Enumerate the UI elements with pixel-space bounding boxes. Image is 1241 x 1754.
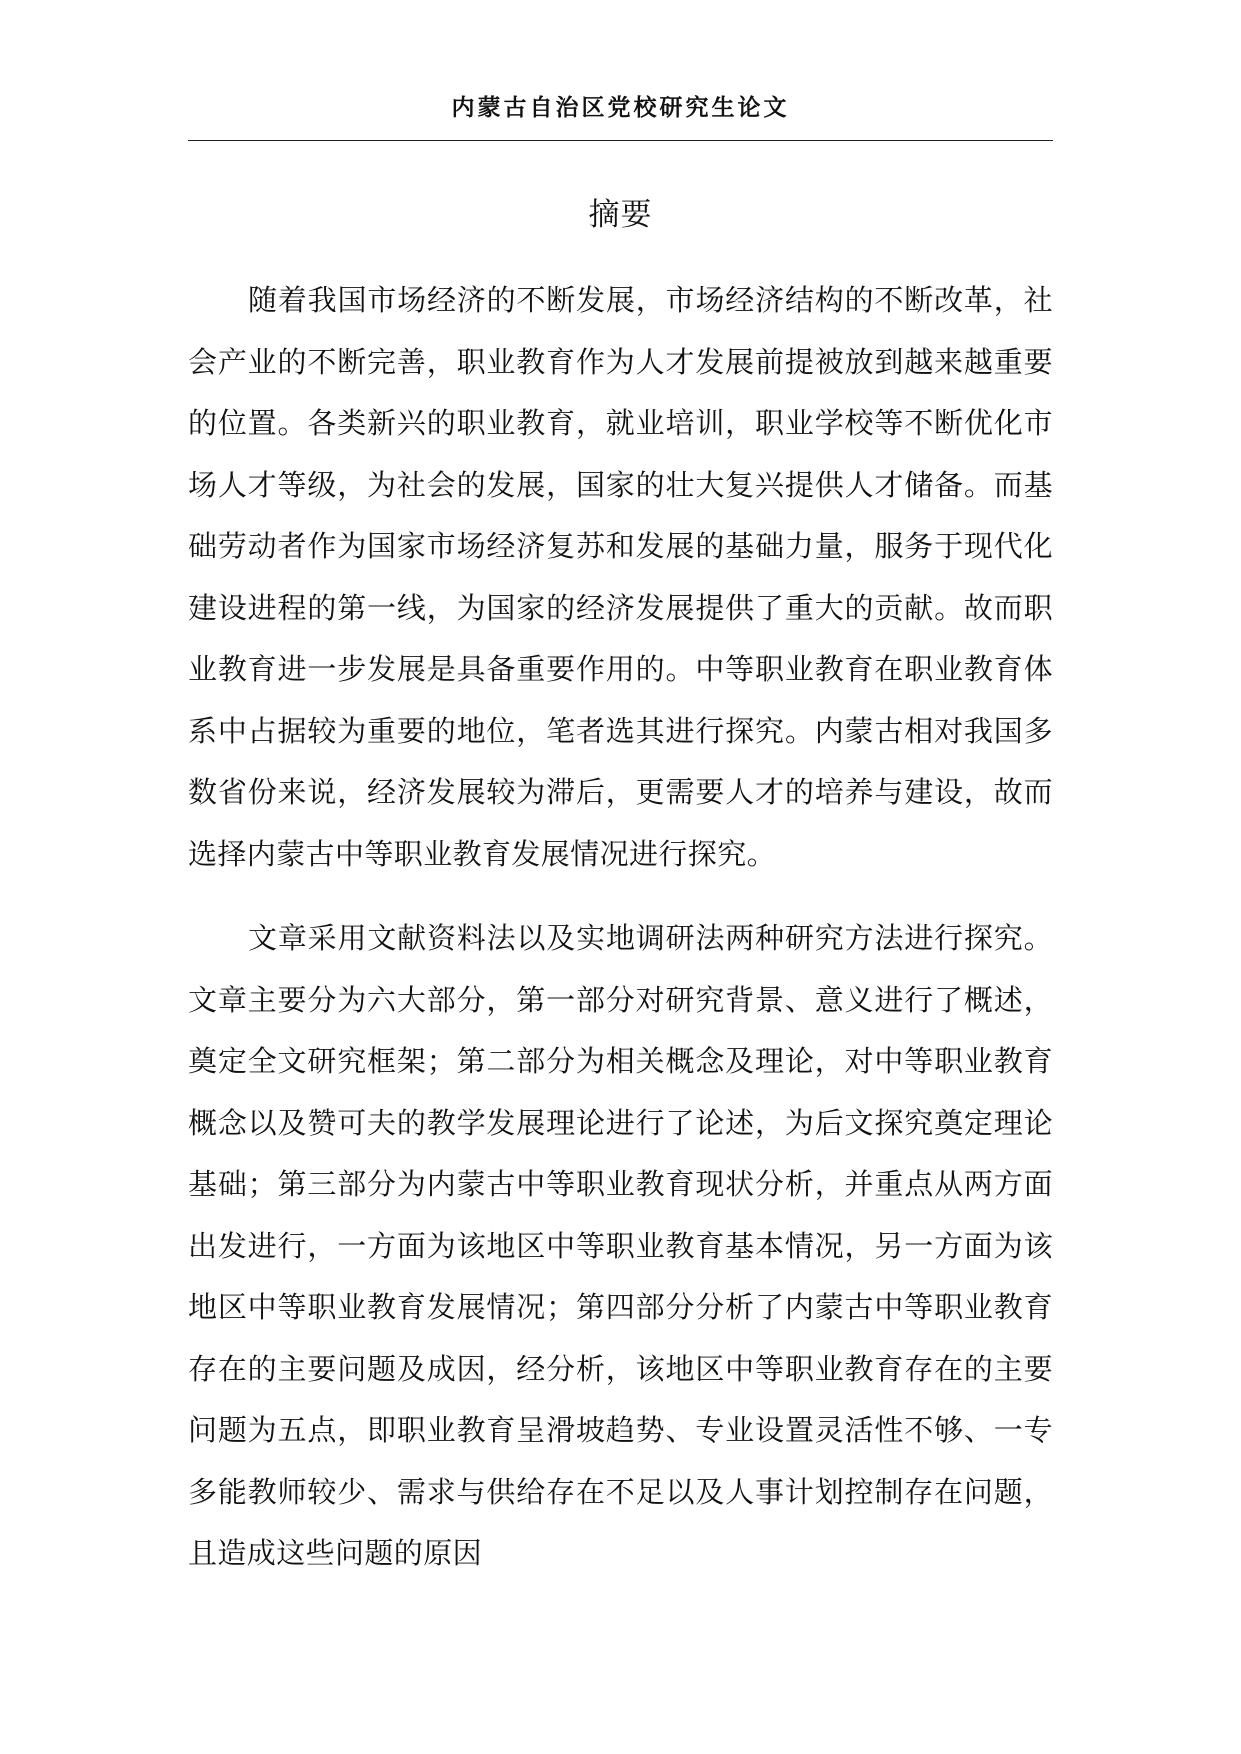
abstract-body <box>188 270 1053 1585</box>
running-header: 内蒙古自治区党校研究生论文 <box>451 94 790 121</box>
abstract-paragraph-2: 文章采用文献资料法以及实地调研法两种研究方法进行探究。文章主要分为六大部分，第一部分对研究背景、意义进行了概述，奠定全文研究框架；第二部分为相关概念及理论，对中等职业教育概念以及赞可夫的教学发展理论进行了论述，为后文探究奠定理论基础；第三部分为内蒙古中等职业教育现状分析，并重点从两方面出发进行，一方面为该地区中等职业教育基本情况，另一方面为该地区中等职业教育发展情况；第四部分分析了内蒙古中等职业教育存在的主要问题及成因，经分析，该地区中等职业教育存在的主要问题为五点，即职业教育呈滑坡趋势、专业设置灵活性不够、一专多能教师较少、需求与供给存在不足以及人事计划控制存在问题，且造成这些问题的原因 <box>188 921 1053 1570</box>
abstract-title: 摘要 <box>588 197 653 233</box>
header-divider <box>188 140 1053 141</box>
abstract-paragraph-1: 随着我国市场经济的不断发展，市场经济结构的不断改革，社会产业的不断完善，职业教育作为人才发展前提被放到越来越重要的位置。各类新兴的职业教育，就业培训，职业学校等不断优化市场人才等级，为社会的发展，国家的壮大复兴提供人才储备。而基础劳动者作为国家市场经济复苏和发展的基础力量，服务于现代化建设进程的第一线，为国家的经济发展提供了重大的贡献。故而职业教育进一步发展是具备重要作用的。中等职业教育在职业教育体系中占据较为重要的地位，笔者选其进行探究。内蒙古相对我国多数省份来说，经济发展较为滞后，更需要人才的培养与建设，故而选择内蒙古中等职业教育发展情况进行探究。 <box>188 283 1053 871</box>
